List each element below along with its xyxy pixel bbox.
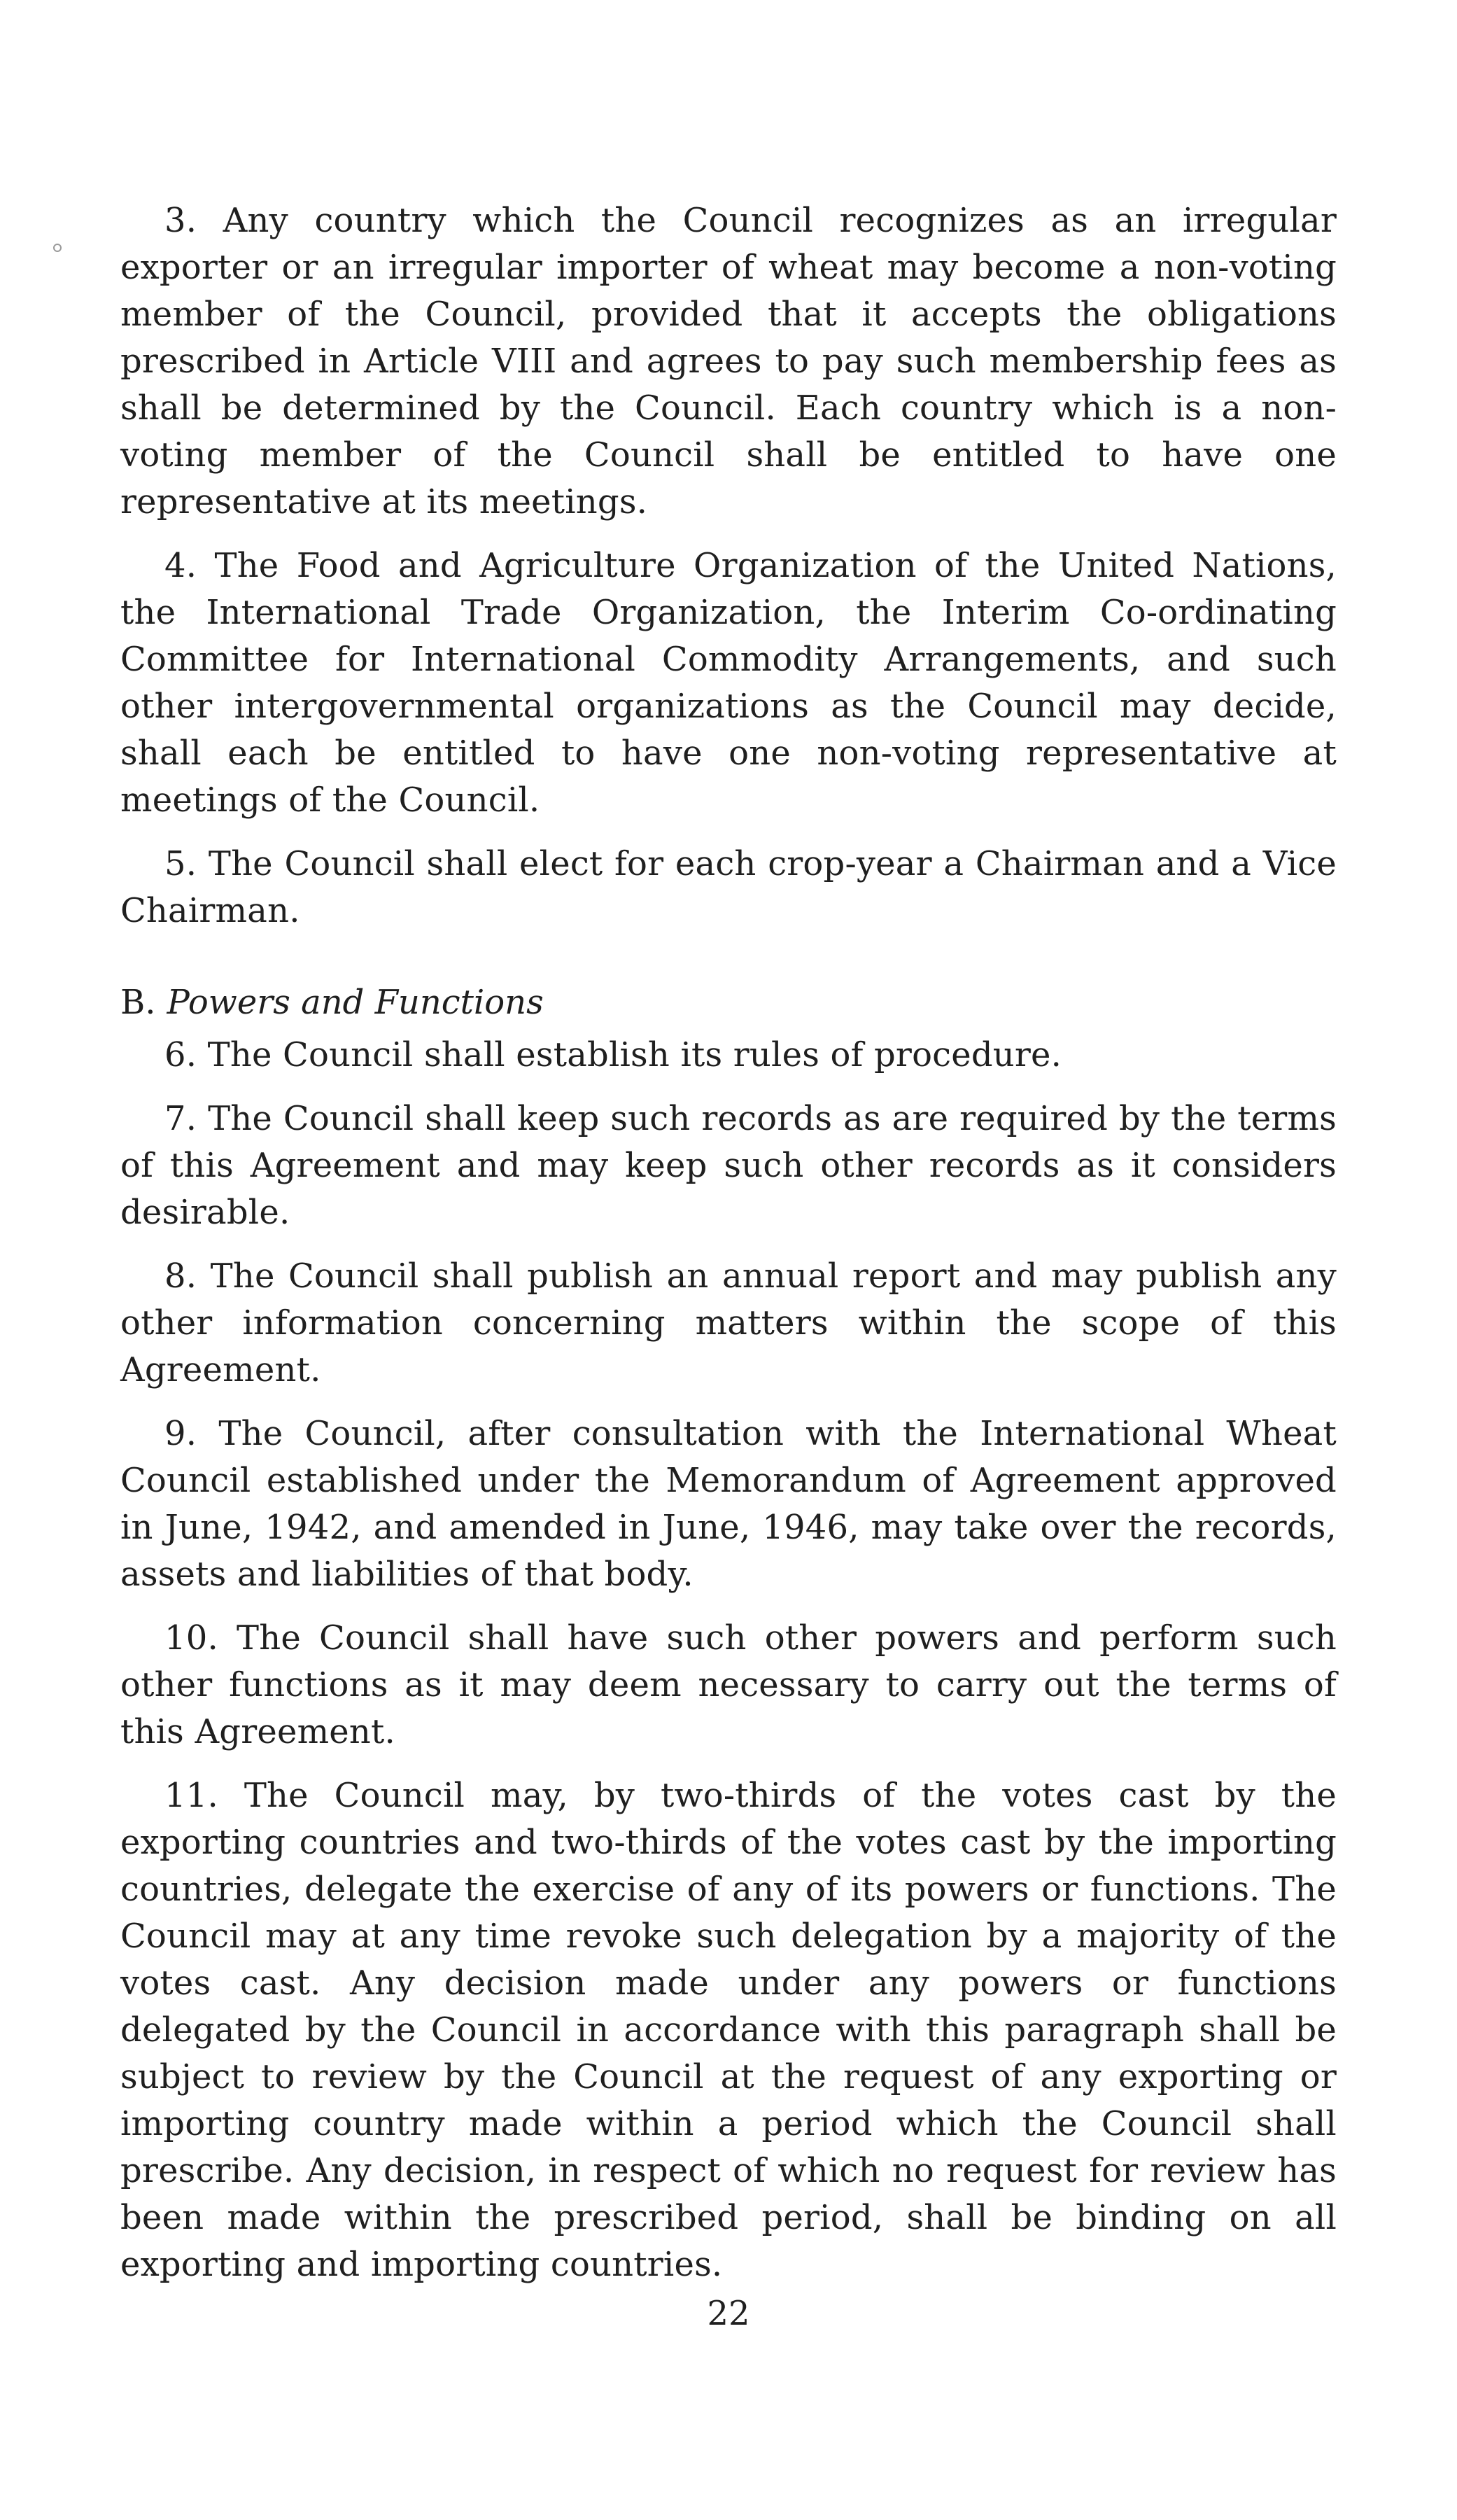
section-heading	[120, 979, 1337, 1026]
page-number: 22	[707, 2294, 750, 2333]
paragraph-4: 4. The Food and Agriculture Organization of the United Nations, the International Trade Organization, the Interim Co-ordinating Committee for International Commodity Arrangements, and such other intergovernmental organizations as the Council may decide, shall each be entitled to have one non-voting representative at meetings of the Council.	[120, 546, 1337, 820]
paragraph-8: 8. The Council shall publish an annual report and may publish any other information concerning matters within the scope of this Agreement.	[120, 1256, 1337, 1390]
section-title: Powers and Functions	[167, 983, 544, 1022]
paragraph-11: 11. The Council may, by two-thirds of the votes cast by the exporting countries and two-thirds of the votes cast by the importing countries, delegate the exercise of any of its powers or functions. The Council may at any time revoke such delegation by a majority of the votes cast. Any decision made under any powers or functions delegated by the Council in accordance with this paragraph shall be subject to review by the Council at the request of any exporting or importing country made within a period which the Council shall prescribe. Any decision, in respect of which no request for review has been made within the prescribed period, shall be binding on all exporting and importing countries.	[120, 1776, 1337, 2284]
paragraph-7: 7. The Council shall keep such records as are required by the terms of this Agreement and may keep such other records as it considers desirable.	[120, 1099, 1337, 1232]
section-letter: B.	[120, 983, 156, 1022]
paragraph-9: 9. The Council, after consultation with the International Wheat Council established under the Memorandum of Agreement approved in June, 1942, and amended in June, 1946, may take over the records, assets and liabilities of that body.	[120, 1414, 1337, 1594]
margin-speck	[53, 244, 62, 252]
paragraph-5: 5. The Council shall elect for each crop-year a Chairman and a Vice Chairman.	[120, 844, 1337, 930]
document-page	[120, 197, 1337, 2305]
paragraph-10: 10. The Council shall have such other powers and perform such other functions as it may deem necessary to carry out the terms of this Agreement.	[120, 1618, 1337, 1751]
paragraph-3: 3. Any country which the Council recognizes as an irregular exporter or an irregular importer of wheat may become a non-voting member of the Council, provided that it accepts the obligations prescribed in Article VIII and agrees to pay such membership fees as shall be determined by the Council. Each country which is a non-voting member of the Council shall be entitled to have one representative at its meetings.	[120, 201, 1337, 522]
paragraph-6: 6. The Council shall establish its rules of procedure.	[164, 1035, 1062, 1074]
